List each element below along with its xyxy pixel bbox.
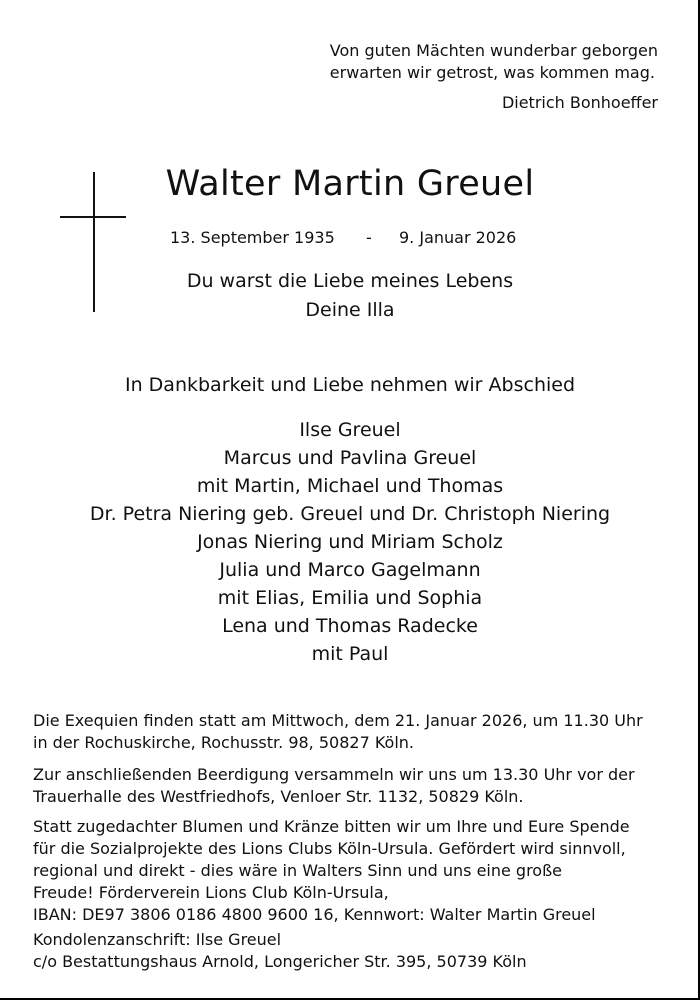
mourner-line: Marcus und Pavlina Greuel xyxy=(223,447,477,469)
info-line: Trauerhalle des Westfriedhofs, Venloer Str. 1132, 50829 Köln. xyxy=(33,787,524,806)
deceased-name: Walter Martin Greuel xyxy=(165,164,535,204)
date-separator: - xyxy=(366,228,372,247)
quote-line: Von guten Mächten wunderbar geborgen xyxy=(329,41,658,60)
info-line: für die Sozialprojekte des Lions Clubs Köln-Ursula. Gefördert wird sinnvoll, xyxy=(33,839,626,858)
info-line: regional und direkt - dies wäre in Walters Sinn und uns eine große xyxy=(33,861,563,880)
dedication-line: Du warst die Liebe meines Lebens xyxy=(186,270,514,292)
exequien-paragraph xyxy=(33,710,673,754)
donation-paragraph xyxy=(33,816,673,926)
mourner-line: Dr. Petra Niering geb. Greuel und Dr. Christoph Niering xyxy=(89,503,611,525)
dedication xyxy=(0,267,700,325)
death-date: 9. Januar 2026 xyxy=(399,228,517,247)
info-line: Zur anschließenden Beerdigung versammeln wir uns um 13.30 Uhr vor der xyxy=(33,765,635,784)
info-line: Die Exequien finden statt am Mittwoch, dem 21. Januar 2026, um 11.30 Uhr xyxy=(33,711,643,730)
info-line: in der Rochuskirche, Rochusstr. 98, 50827 Köln. xyxy=(33,733,414,752)
birth-date: 13. September 1935 xyxy=(170,228,335,247)
mourner-line: Jonas Niering und Miriam Scholz xyxy=(197,531,503,553)
mourner-line: Ilse Greuel xyxy=(299,419,401,441)
mourner-line: mit Paul xyxy=(311,643,389,665)
dedication-signature: Deine Illa xyxy=(305,299,395,321)
info-line: c/o Bestattungshaus Arnold, Longericher Str. 395, 50739 Köln xyxy=(33,952,527,971)
info-line: Kondolenzanschrift: Ilse Greuel xyxy=(33,930,282,949)
quote-line: erwarten wir getrost, was kommen mag. xyxy=(329,63,655,82)
mourner-line: mit Martin, Michael und Thomas xyxy=(196,475,504,497)
info-line: Statt zugedachter Blumen und Kränze bitten wir um Ihre und Eure Spende xyxy=(33,817,630,836)
mourners-list xyxy=(0,416,700,668)
condolence-address xyxy=(33,929,673,973)
burial-paragraph xyxy=(33,764,673,808)
mourner-line: mit Elias, Emilia und Sophia xyxy=(217,587,483,609)
quote-author: Dietrich Bonhoeffer xyxy=(501,93,658,112)
cross-horizontal-bar xyxy=(60,216,126,218)
bonhoeffer-quote xyxy=(330,40,658,114)
mourner-line: Julia und Marco Gagelmann xyxy=(219,559,481,581)
info-line: Freude! Förderverein Lions Club Köln-Ursula, xyxy=(33,883,389,902)
iban-line: IBAN: DE97 3806 0186 4800 9600 16, Kennwort: Walter Martin Greuel xyxy=(33,905,596,924)
farewell-heading: In Dankbarkeit und Liebe nehmen wir Abschied xyxy=(124,374,576,396)
mourner-line: Lena und Thomas Radecke xyxy=(222,615,478,637)
